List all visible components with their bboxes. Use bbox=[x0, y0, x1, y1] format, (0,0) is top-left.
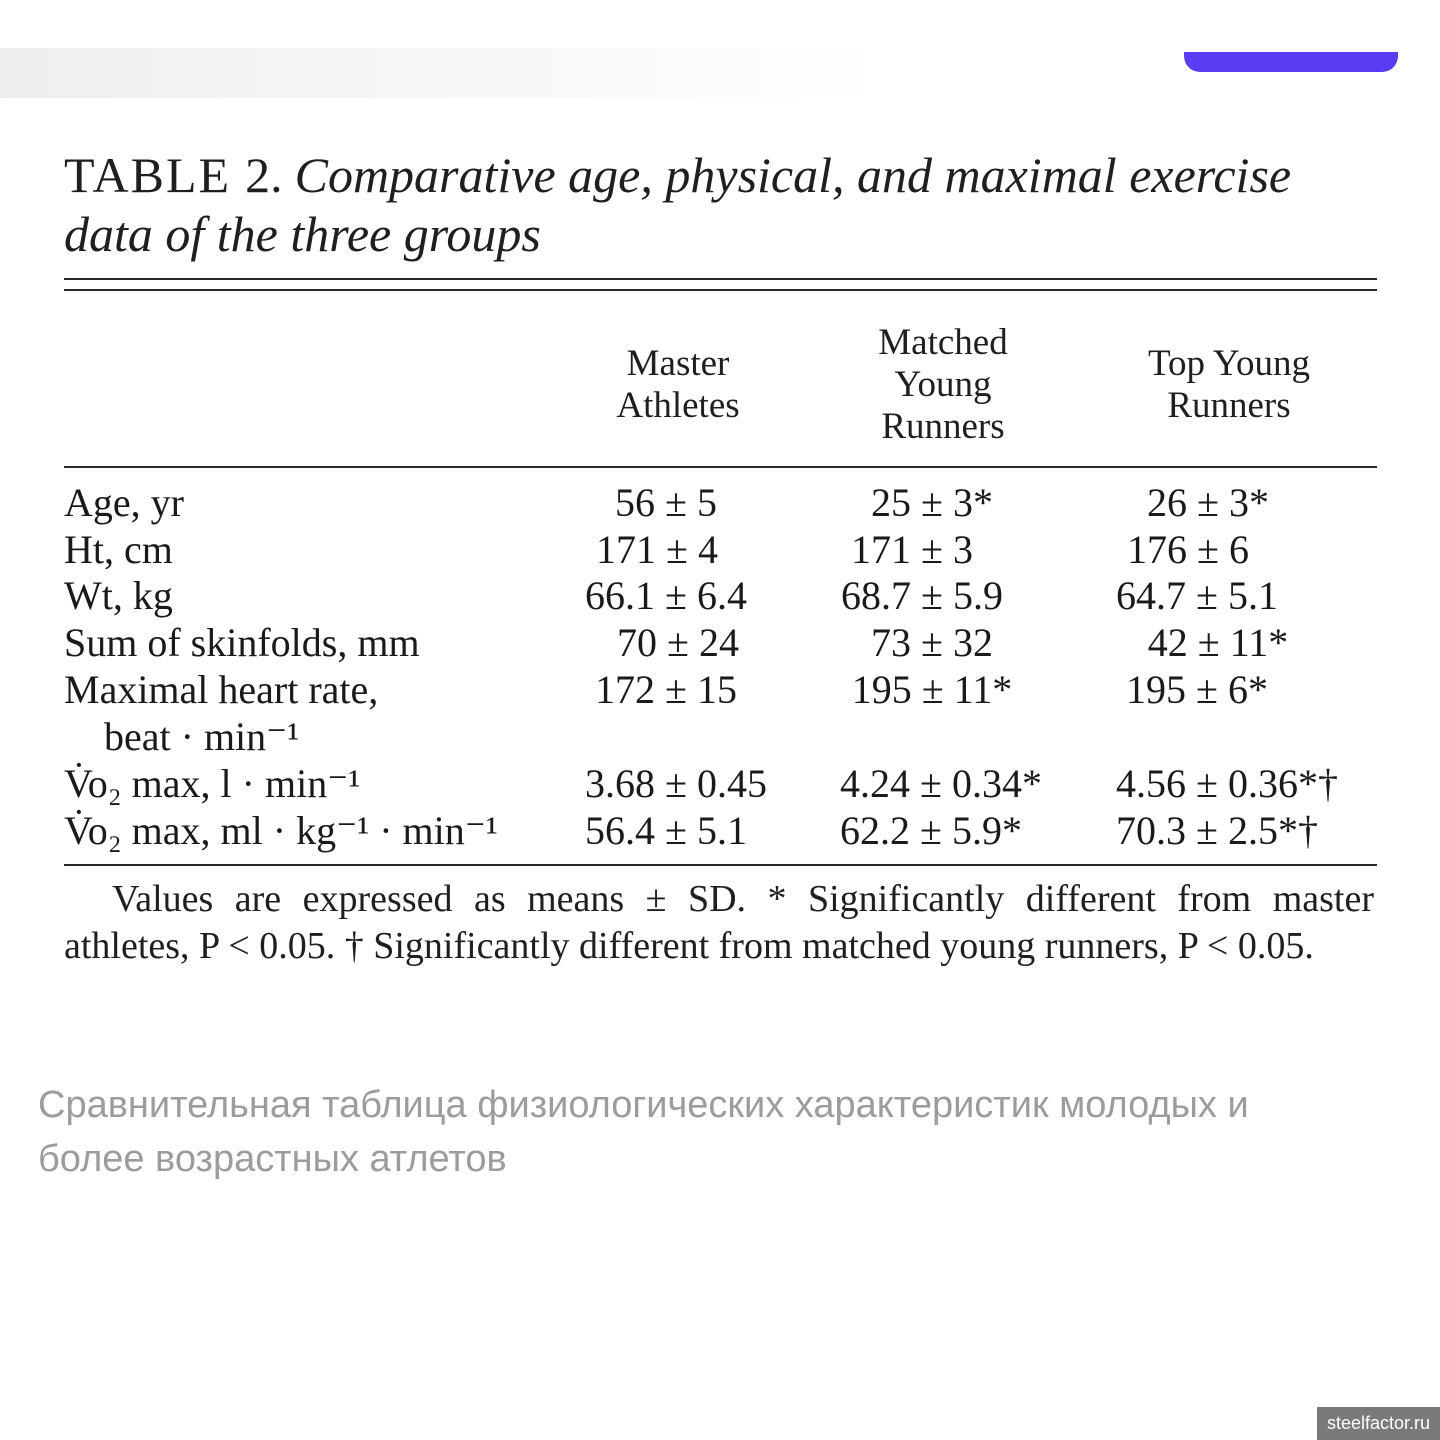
row-label: Wt, kg bbox=[64, 573, 173, 618]
cell-top: 4.56 ± 0.36*† bbox=[1116, 761, 1338, 806]
cell-master: 66.1 ± 6.4 bbox=[585, 573, 747, 618]
cell-matched: 25 ± 3* bbox=[871, 480, 993, 525]
cell-matched: 73 ± 32 bbox=[871, 620, 993, 665]
cell-matched: 68.7 ± 5.9 bbox=[841, 573, 1003, 618]
cell-matched: 171 ± 3 bbox=[851, 527, 973, 572]
top-rule-2 bbox=[64, 289, 1377, 291]
row-label: Age, yr bbox=[64, 480, 184, 525]
cell-master: 56.4 ± 5.1 bbox=[585, 808, 747, 853]
cell-master: 172 ± 15 bbox=[595, 667, 737, 712]
cell-top: 70.3 ± 2.5*† bbox=[1116, 808, 1318, 853]
row-label: V̇o₂ max, ml · kg⁻¹ · min⁻¹ bbox=[64, 808, 498, 853]
table-row-vo2max-relative bbox=[0, 807, 1440, 855]
table-caption bbox=[64, 146, 1384, 264]
cell-matched: 4.24 ± 0.34* bbox=[840, 761, 1042, 806]
row-label: Maximal heart rate, bbox=[64, 667, 379, 712]
header-rule bbox=[64, 466, 1377, 468]
table-row-age bbox=[0, 479, 1440, 527]
table-footnote: Values are expressed as means ± SD. * Significantly different from master athletes, P < 0.05. † Significantly different from matched young runners, P < 0.05. bbox=[64, 878, 1374, 967]
cell-master: 70 ± 24 bbox=[617, 620, 739, 665]
watermark: steelfactor.ru bbox=[1317, 1407, 1440, 1440]
cell-master: 3.68 ± 0.45 bbox=[585, 761, 767, 806]
cell-top: 64.7 ± 5.1 bbox=[1116, 573, 1278, 618]
image-description: Сравнительная таблица физиологических характеристик молодых и более возрастных атлетов bbox=[38, 1084, 1249, 1180]
cell-master: 56 ± 5 bbox=[615, 480, 717, 525]
row-label: V̇o₂ max, l · min⁻¹ bbox=[64, 761, 361, 806]
cell-top: 176 ± 6 bbox=[1127, 527, 1249, 572]
table-label: TABLE bbox=[64, 147, 232, 203]
row-label-continuation: beat · min⁻¹ bbox=[104, 714, 300, 759]
table-row-max-heart-rate-unit bbox=[0, 713, 1440, 761]
table-row-skinfolds bbox=[0, 619, 1440, 667]
cell-matched: 62.2 ± 5.9* bbox=[840, 808, 1022, 853]
cell-master: 171 ± 4 bbox=[596, 527, 718, 572]
top-rule-1 bbox=[64, 278, 1377, 280]
table-row-height bbox=[0, 526, 1440, 574]
bottom-rule bbox=[64, 864, 1377, 866]
row-label: Ht, cm bbox=[64, 527, 173, 572]
cell-top: 42 ± 11* bbox=[1147, 620, 1289, 665]
table-number: 2. bbox=[245, 147, 283, 203]
column-header-matched-young-runners: Matched Young Runners bbox=[878, 322, 1008, 447]
column-header-top-young-runners: Top Young Runners bbox=[1148, 343, 1310, 426]
cell-matched: 195 ± 11* bbox=[851, 667, 1013, 712]
column-header-master-athletes: Master Athletes bbox=[616, 343, 740, 426]
accent-tab-indicator bbox=[1184, 52, 1398, 72]
row-label: Sum of skinfolds, mm bbox=[64, 620, 420, 665]
top-bar-shadow bbox=[0, 48, 880, 98]
table-row-vo2max-absolute bbox=[0, 760, 1440, 808]
table-row-weight bbox=[0, 572, 1440, 620]
cell-top: 195 ± 6* bbox=[1126, 667, 1268, 712]
cell-top: 26 ± 3* bbox=[1147, 480, 1269, 525]
table-row-max-heart-rate bbox=[0, 666, 1440, 714]
table-title: Comparative age, physical, and maximal exercise data of the three groups bbox=[64, 147, 1292, 262]
